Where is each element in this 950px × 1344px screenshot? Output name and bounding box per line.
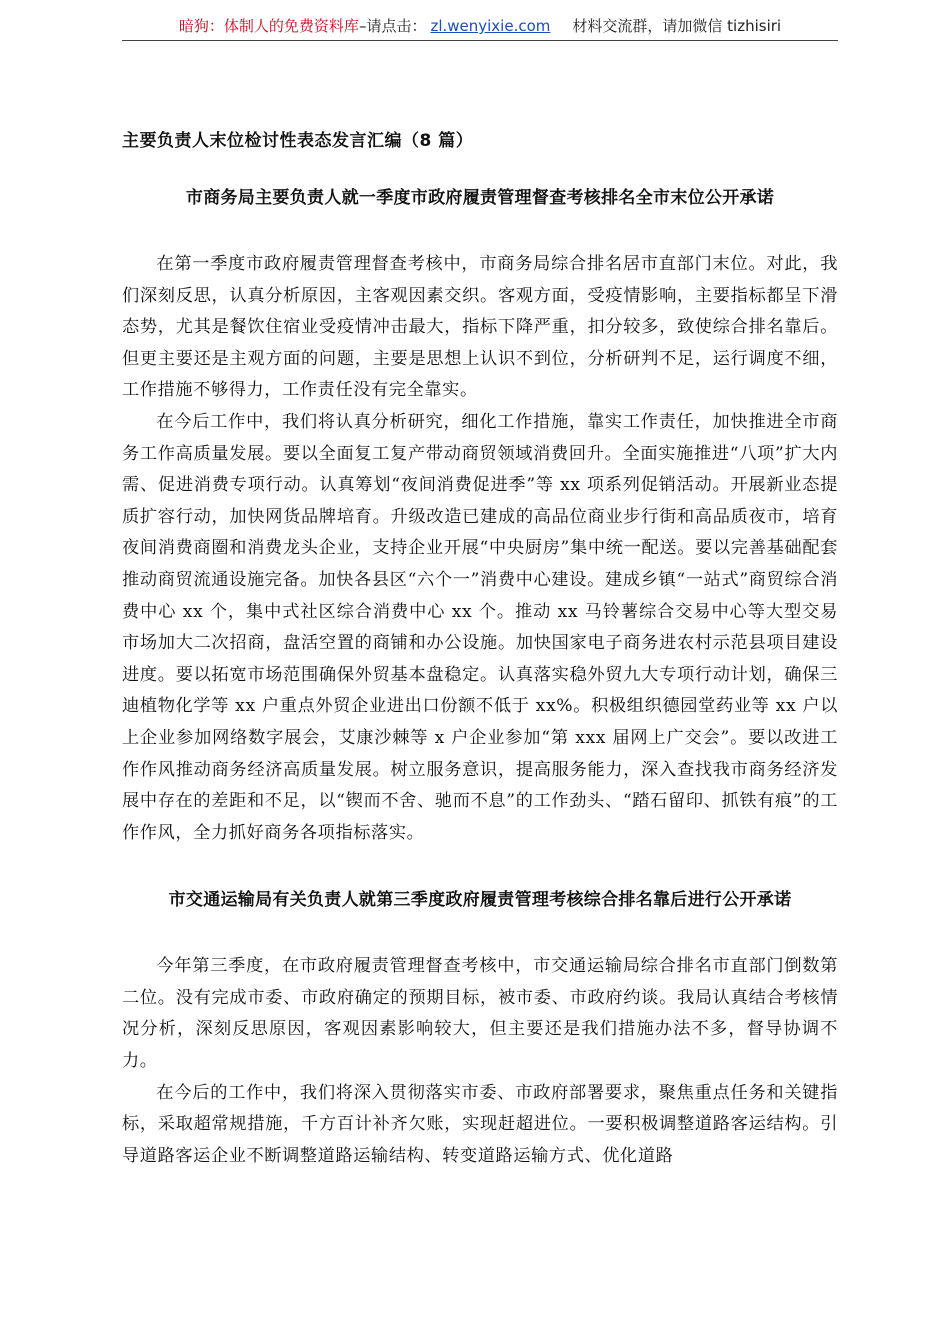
paragraph: 在今后的工作中，我们将深入贯彻落实市委、市政府部署要求，聚焦重点任务和关键指标，采取超常规措施，千方百计补齐欠账，实现赶超进位。一要积极调整道路客运结构。引导道路客运企业不断调整道路运输结构、转变道路运输方式、优化道路 (122, 1082, 838, 1166)
header-contact: 材料交流群，请加微信 tizhisiri (572, 17, 782, 35)
header-prompt: –请点击： (358, 17, 427, 35)
header-brand: 暗狗：体制人的免费资料库 (178, 17, 359, 35)
paragraph: 在第一季度市政府履责管理督查考核中，市商务局综合排名居市直部门末位。对此，我们深刻反思，认真分析原因，主客观因素交织。客观方面，受疫情影响，主要指标都呈下滑态势，尤其是餐饮住宿业受疫情冲击最大，指标下降严重，扣分较多，致使综合排名靠后。但更主要还是主观方面的问题，主要是思想上认识不到位，分析研判不足，运行调度不细，工作措施不够得力，工作责任没有完全靠实。 (122, 254, 838, 401)
page-header (122, 14, 838, 41)
section-title: 市交通运输局有关负责人就第三季度政府履责管理考核综合排名靠后进行公开承诺 (168, 890, 792, 911)
header-link[interactable]: zl.wenyixie.com (430, 17, 551, 35)
paragraph: 今年第三季度，在市政府履责管理督查考核中，市交通运输局综合排名市直部门倒数第二位。没有完成市委、市政府确定的预期目标，被市委、市政府约谈。我局认真结合考核情况分析，深刻反思原因，客观因素影响较大，但主要还是我们措施办法不多，督导协调不力。 (122, 956, 838, 1072)
paragraph: 在今后工作中，我们将认真分析研究，细化工作措施，靠实工作责任，加快推进全市商务工作高质量发展。要以全面复工复产带动商贸领域消费回升。全面实施推进“八项”扩大内需、促进消费专项行动。认真筹划“夜间消费促进季”等 xx 项系列促销活动。开展新业态提质扩容行动，加快网货品牌培育。升级改造已建成的高品位商业步行街和高品质夜市，培育夜间消费商圈和消费龙头企业，支持企业开展“中央厨房”集中统一配送。要以完善基础配套推动商贸流通设施完备。加快各县区“六个一”消费中心建设。建成乡镇“一站式”商贸综合消费中心 xx 个，集中式社区综合消费中心 xx 个。推动 xx 马铃薯综合交易中心等大型交易市场加大二次招商，盘活空置的商铺和办公设施。加快国家电子商务进农村示范县项目建设进度。要以拓宽市场范围确保外贸基本盘稳定。认真落实稳外贸九大专项行动计划，确保三迪植物化学等 xx 户重点外贸企业进出口份额不低于 xx%。积极组织德园堂药业等 xx 户以上企业参加网络数字展会，艾康沙棘等 x 户企业参加“第 xxx 届网上广交会”。要以改进工作作风推动商务经济高质量发展。树立服务意识，提高服务能力，深入查找我市商务经济发展中存在的差距和不足，以“锲而不舍、驰而不息”的工作劲头、“踏石留印、抓铁有痕”的工作作风，全力抓好商务各项指标落实。 (122, 411, 838, 843)
document-body (122, 126, 838, 1172)
section-title: 市商务局主要负责人就一季度市政府履责管理督查考核排名全市末位公开承诺 (185, 188, 775, 208)
document-title: 主要负责人末位检讨性表态发言汇编（8 篇） (122, 131, 474, 151)
